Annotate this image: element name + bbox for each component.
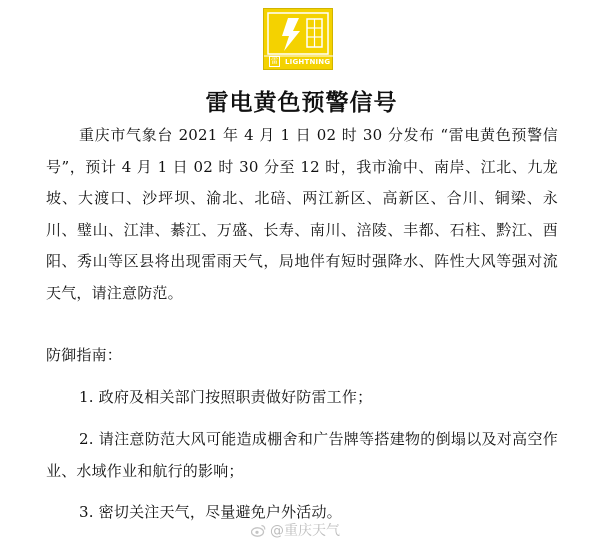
watermark-text: @重庆天气	[270, 523, 340, 539]
guide-item-2: 2. 请注意防范大风可能造成棚舍和广告牌等搭建物的倒塌以及对高空作业、水域作业和航行的影响；	[46, 430, 558, 480]
lightning-warning-logo	[263, 8, 333, 70]
guide-item-3: 3. 密切关注天气，尽量避免户外活动。	[79, 503, 342, 521]
logo-en-label: LIGHTNING	[285, 58, 331, 66]
warning-paragraph: 重庆市气象台 2021 年 4 月 1 日 02 时 30 分发布 “雷电黄色预警信号”，预计 4 月 1 日 02 时 30 分至 12 时，我市渝中、南岸、江北、九龙坡、大渡口、沙坪坝、渝北、北碚、两江新区、高新区、合川、铜梁、永川、璧山、江津、綦江、万盛、长寿、南川、涪陵、丰都、石柱、黔江、酉阳、秀山等区县将出现雷雨天气，局地伴有短时强降水、阵性大风等强对流天气，请注意防范。	[46, 126, 558, 302]
guide-heading: 防御指南：	[46, 346, 123, 364]
document-title: 雷电黄色预警信号	[205, 90, 398, 116]
weibo-icon	[251, 524, 266, 537]
logo-cn-label: 雷	[271, 57, 278, 65]
guide-item-1: 1. 政府及相关部门按照职责做好防雷工作；	[79, 388, 373, 406]
watermark	[251, 520, 340, 540]
